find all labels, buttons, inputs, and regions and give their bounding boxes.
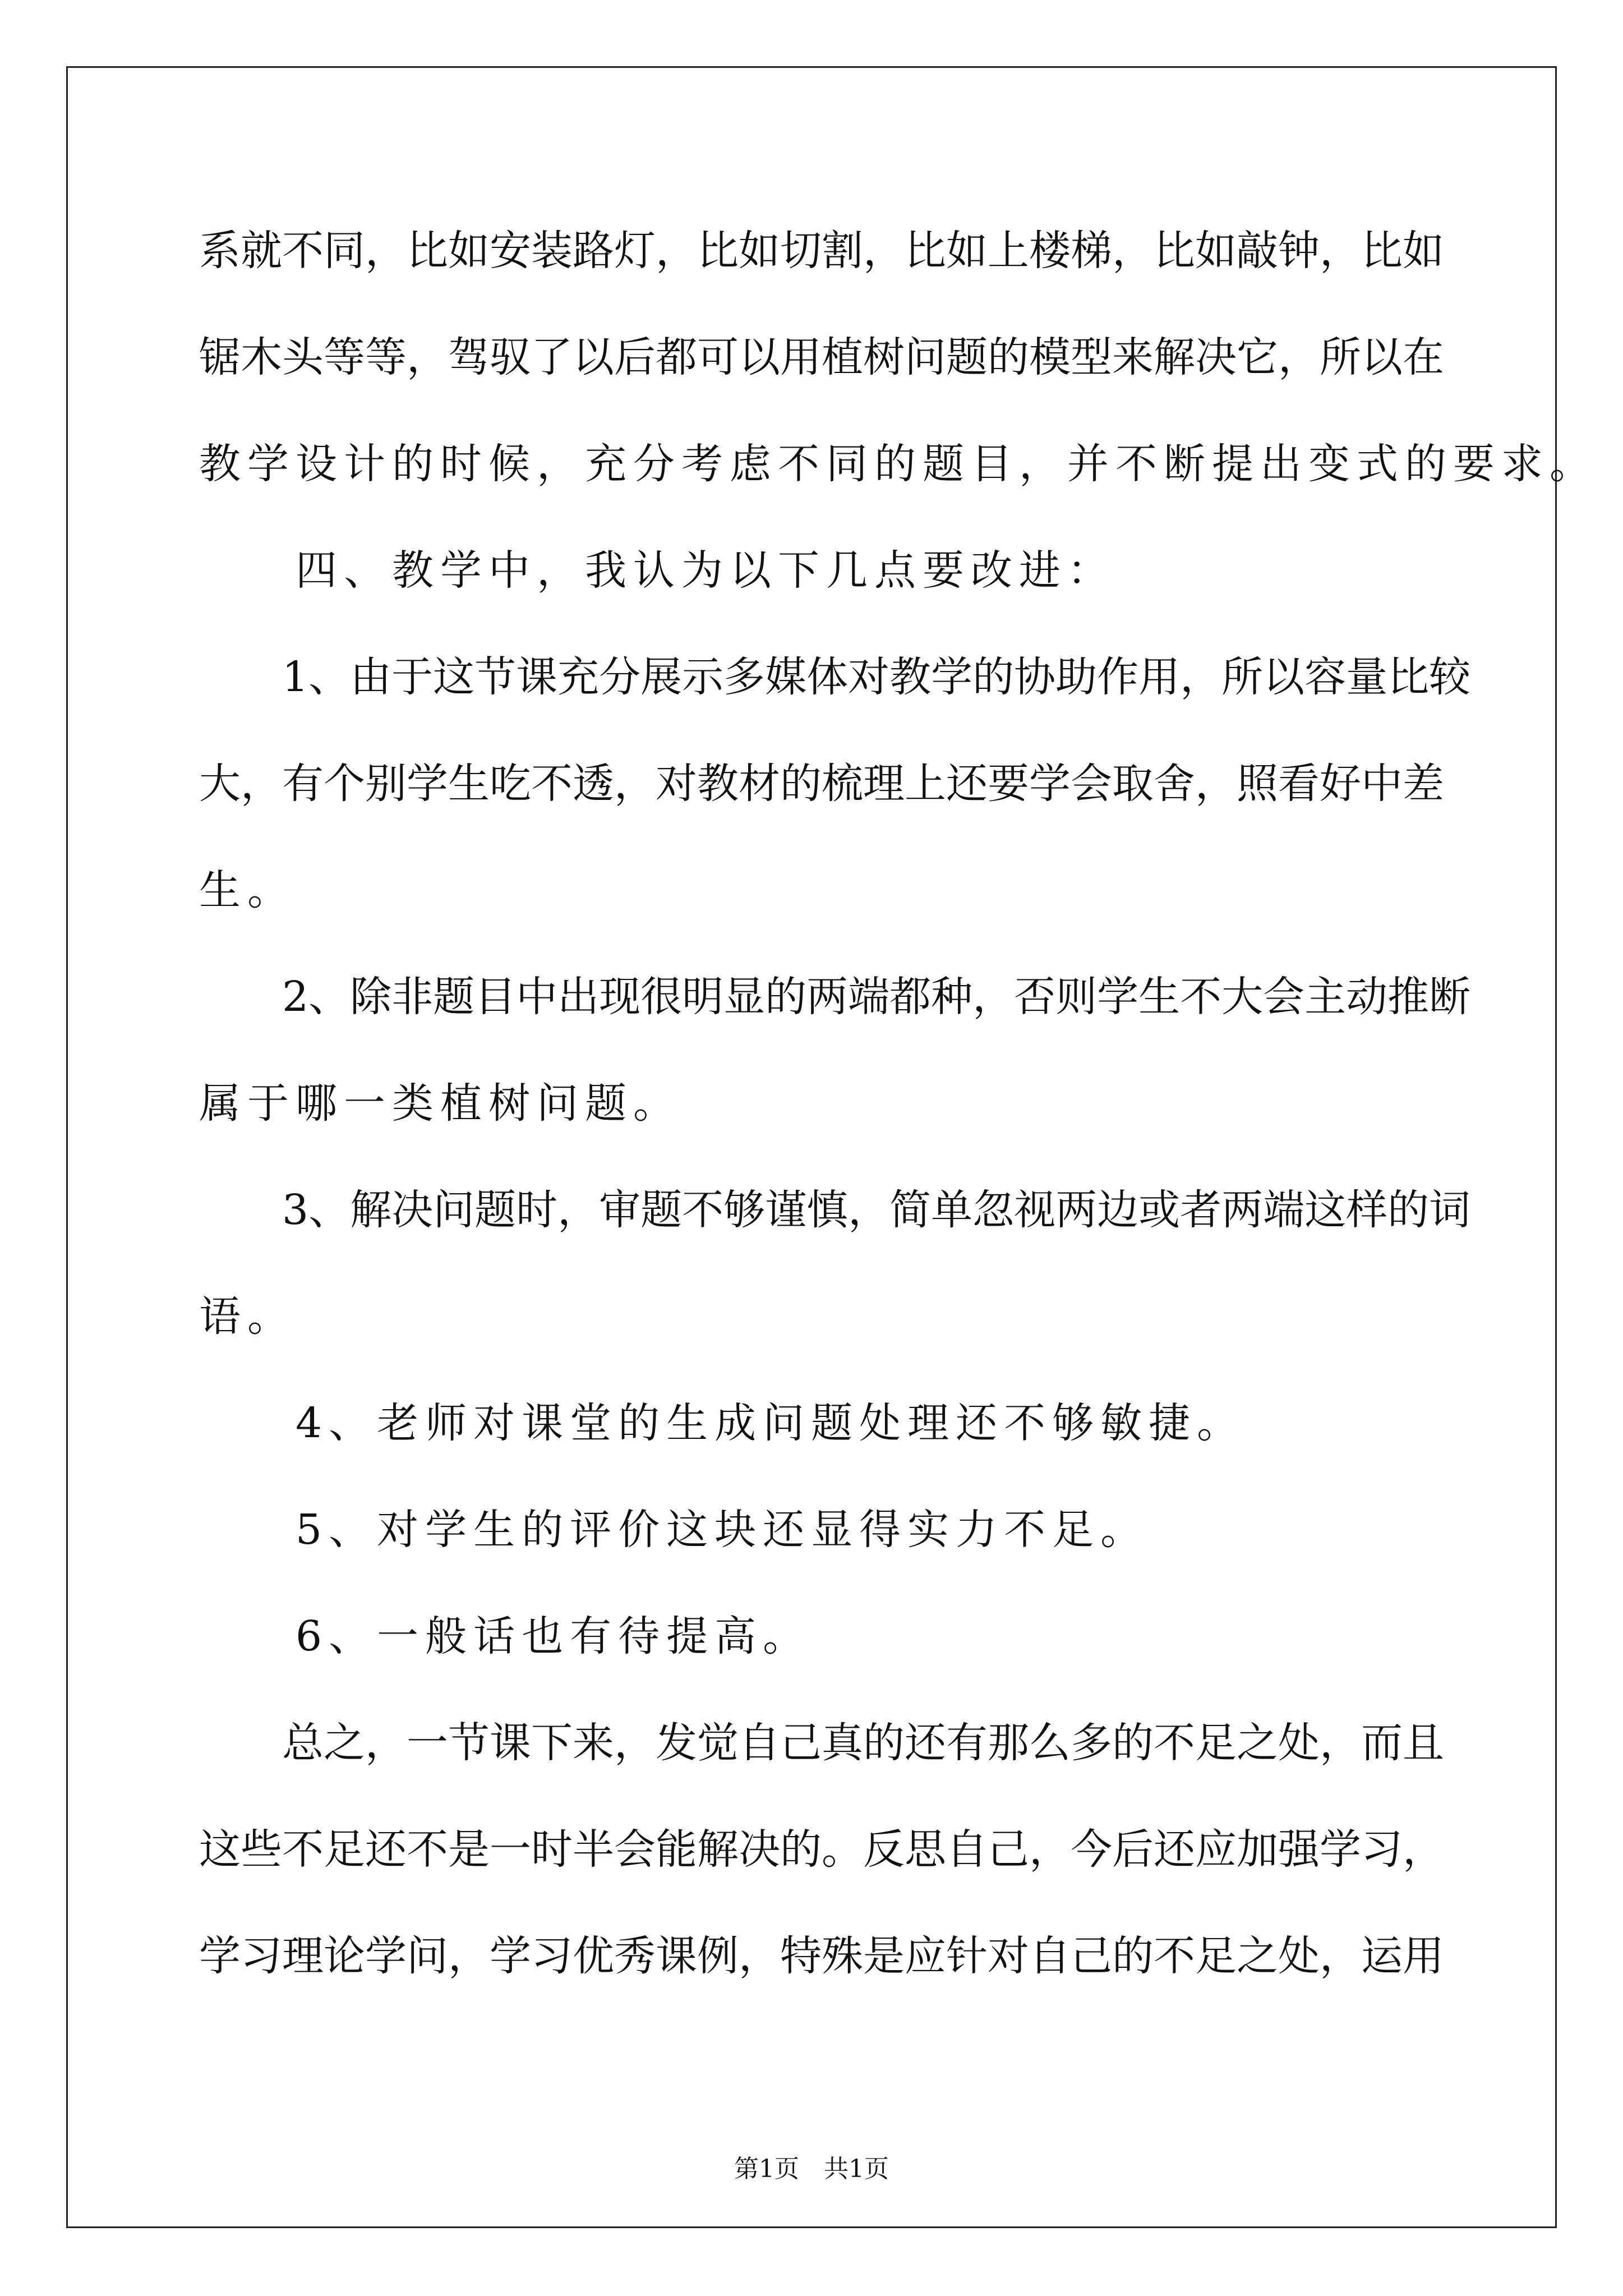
text-line: 生。	[199, 866, 296, 914]
text-line: 4、老师对课堂的生成问题处理还不够敏捷。	[199, 1399, 1246, 1447]
text-line: 总之，一节课下来，发觉自己真的还有那么多的不足之处，而且	[199, 1719, 1444, 1767]
text-line: 6、一般话也有待提高。	[199, 1612, 811, 1660]
text-line: 1、由于这节课充分展示多媒体对教学的协助作用，所以容量比较	[199, 653, 1471, 701]
page-border	[66, 66, 1598, 2228]
text-line: 5、对学生的评价这块还显得实力不足。	[199, 1506, 1149, 1554]
text-line: 这些不足还不是一时半会能解决的。反思自己，今后还应加强学习，	[199, 1825, 1444, 1874]
text-line: 教学设计的时候，充分考虑不同的题目，并不断提出变式的要求。	[199, 440, 1598, 488]
text-line: 语。	[199, 1292, 296, 1341]
text-line: 属于哪一类植树问题。	[199, 1079, 681, 1128]
page-footer: 第1页 共1页	[734, 2155, 889, 2183]
text-line: 3、解决问题时，审题不够谨慎，简单忽视两边或者两端这样的词	[199, 1186, 1471, 1234]
text-line: 大，有个别学生吃不透，对教材的梳理上还要学会取舍，照看好中差	[199, 760, 1444, 808]
text-line: 2、除非题目中出现很明显的两端都种，否则学生不大会主动推断	[199, 973, 1471, 1021]
text-line: 系就不同，比如安装路灯，比如切割，比如上楼梯，比如敲钟，比如	[199, 227, 1444, 275]
text-line: 四、教学中，我认为以下几点要改进：	[199, 546, 1115, 595]
text-line: 锯木头等等，驾驭了以后都可以用植树问题的模型来解决它，所以在	[199, 333, 1444, 381]
text-line: 学习理论学问，学习优秀课例，特殊是应针对自己的不足之处，运用	[199, 1932, 1444, 1980]
